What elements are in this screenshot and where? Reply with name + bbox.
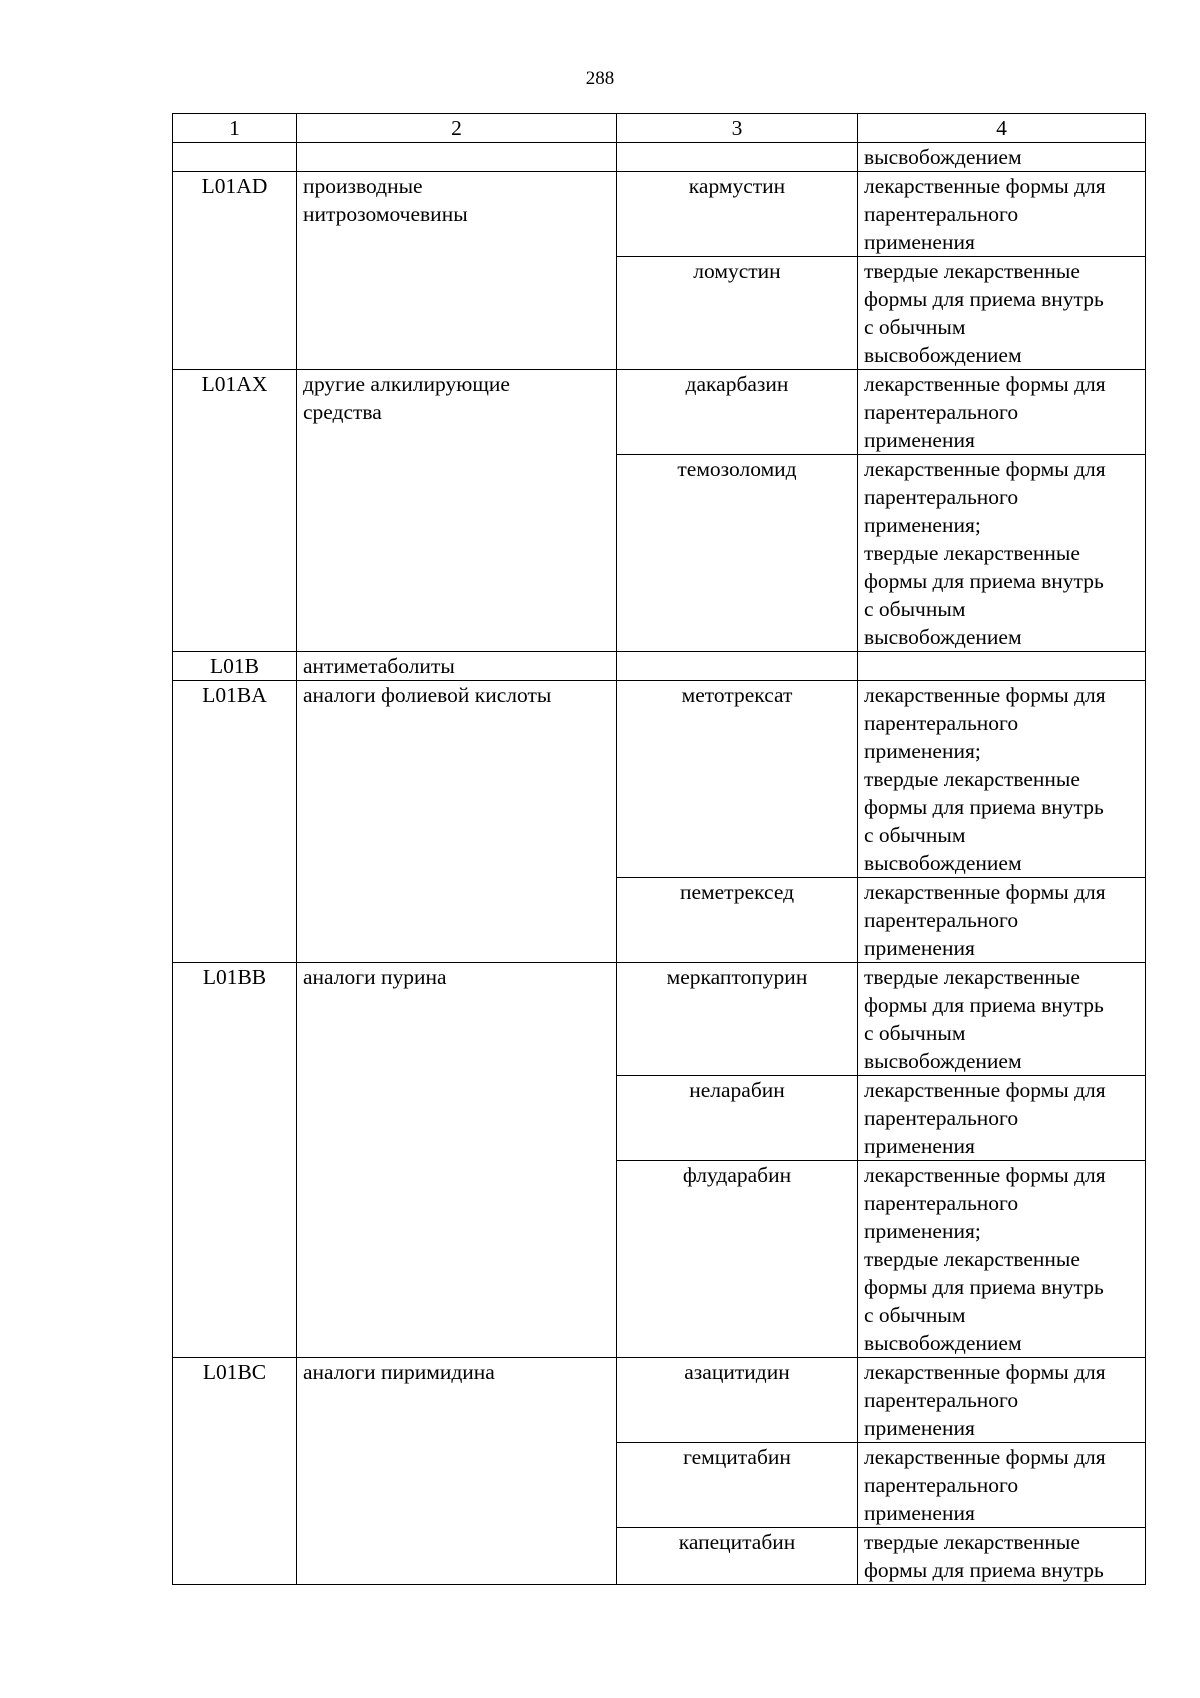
group-name-cell: аналоги пиримидина <box>297 1358 617 1585</box>
atc-code-cell: L01BA <box>173 681 297 963</box>
header-cell-1: 1 <box>173 114 297 143</box>
continuation-drug-cell <box>617 143 858 172</box>
dosage-form-cell: твердые лекарственные формы для приема внутрь с обычным высвобождением <box>858 963 1146 1076</box>
atc-code-cell: L01AD <box>173 172 297 370</box>
table-row <box>173 1358 1146 1443</box>
dosage-form-cell: лекарственные формы для парентерального применения; твердые лекарственные формы для приема внутрь с обычным высвобождением <box>858 681 1146 878</box>
drug-name-cell <box>617 652 858 681</box>
drug-name-cell: меркаптопурин <box>617 963 858 1076</box>
drug-name-cell: пеметрексед <box>617 878 858 963</box>
dosage-form-cell <box>858 652 1146 681</box>
dosage-form-cell: лекарственные формы для парентерального применения <box>858 172 1146 257</box>
header-cell-3: 3 <box>617 114 858 143</box>
drug-name-cell: кармустин <box>617 172 858 257</box>
table-row <box>173 963 1146 1076</box>
continuation-form-cell: высвобождением <box>858 143 1146 172</box>
continuation-name-cell <box>297 143 617 172</box>
atc-code-cell: L01BC <box>173 1358 297 1585</box>
drug-name-cell: флударабин <box>617 1161 858 1358</box>
table-row <box>173 681 1146 878</box>
drug-name-cell: неларабин <box>617 1076 858 1161</box>
continuation-row <box>173 143 1146 172</box>
page-number: 288 <box>585 68 615 89</box>
drug-name-cell: дакарбазин <box>617 370 858 455</box>
table-body <box>173 114 1146 1585</box>
dosage-form-cell: лекарственные формы для парентерального применения <box>858 878 1146 963</box>
group-name-cell: аналоги пурина <box>297 963 617 1358</box>
continuation-code-cell <box>173 143 297 172</box>
atc-code-cell: L01AX <box>173 370 297 652</box>
atc-code-cell: L01BB <box>173 963 297 1358</box>
dosage-form-cell: лекарственные формы для парентерального применения <box>858 1443 1146 1528</box>
header-row <box>173 114 1146 143</box>
drug-name-cell: капецитабин <box>617 1528 858 1585</box>
drug-name-cell: ломустин <box>617 257 858 370</box>
drug-name-cell: гемцитабин <box>617 1443 858 1528</box>
drug-name-cell: темозоломид <box>617 455 858 652</box>
atc-code-cell: L01B <box>173 652 297 681</box>
drug-name-cell: метотрексат <box>617 681 858 878</box>
dosage-form-cell: твердые лекарственные формы для приема внутрь с обычным высвобождением <box>858 257 1146 370</box>
dosage-form-cell: лекарственные формы для парентерального применения; твердые лекарственные формы для приема внутрь с обычным высвобождением <box>858 455 1146 652</box>
table-row <box>173 172 1146 257</box>
group-name-cell: антиметаболиты <box>297 652 617 681</box>
table-row <box>173 652 1146 681</box>
drug-table <box>172 113 1146 1585</box>
group-name-cell: аналоги фолиевой кислоты <box>297 681 617 963</box>
group-name-cell: другие алкилирующие средства <box>297 370 617 652</box>
dosage-form-cell: лекарственные формы для парентерального применения <box>858 1076 1146 1161</box>
table-row <box>173 370 1146 455</box>
dosage-form-cell: лекарственные формы для парентерального применения <box>858 370 1146 455</box>
dosage-form-cell: лекарственные формы для парентерального применения <box>858 1358 1146 1443</box>
drug-name-cell: азацитидин <box>617 1358 858 1443</box>
dosage-form-cell: твердые лекарственные формы для приема внутрь <box>858 1528 1146 1585</box>
header-cell-4: 4 <box>858 114 1146 143</box>
header-cell-2: 2 <box>297 114 617 143</box>
dosage-form-cell: лекарственные формы для парентерального применения; твердые лекарственные формы для приема внутрь с обычным высвобождением <box>858 1161 1146 1358</box>
group-name-cell: производные нитрозомочевины <box>297 172 617 370</box>
